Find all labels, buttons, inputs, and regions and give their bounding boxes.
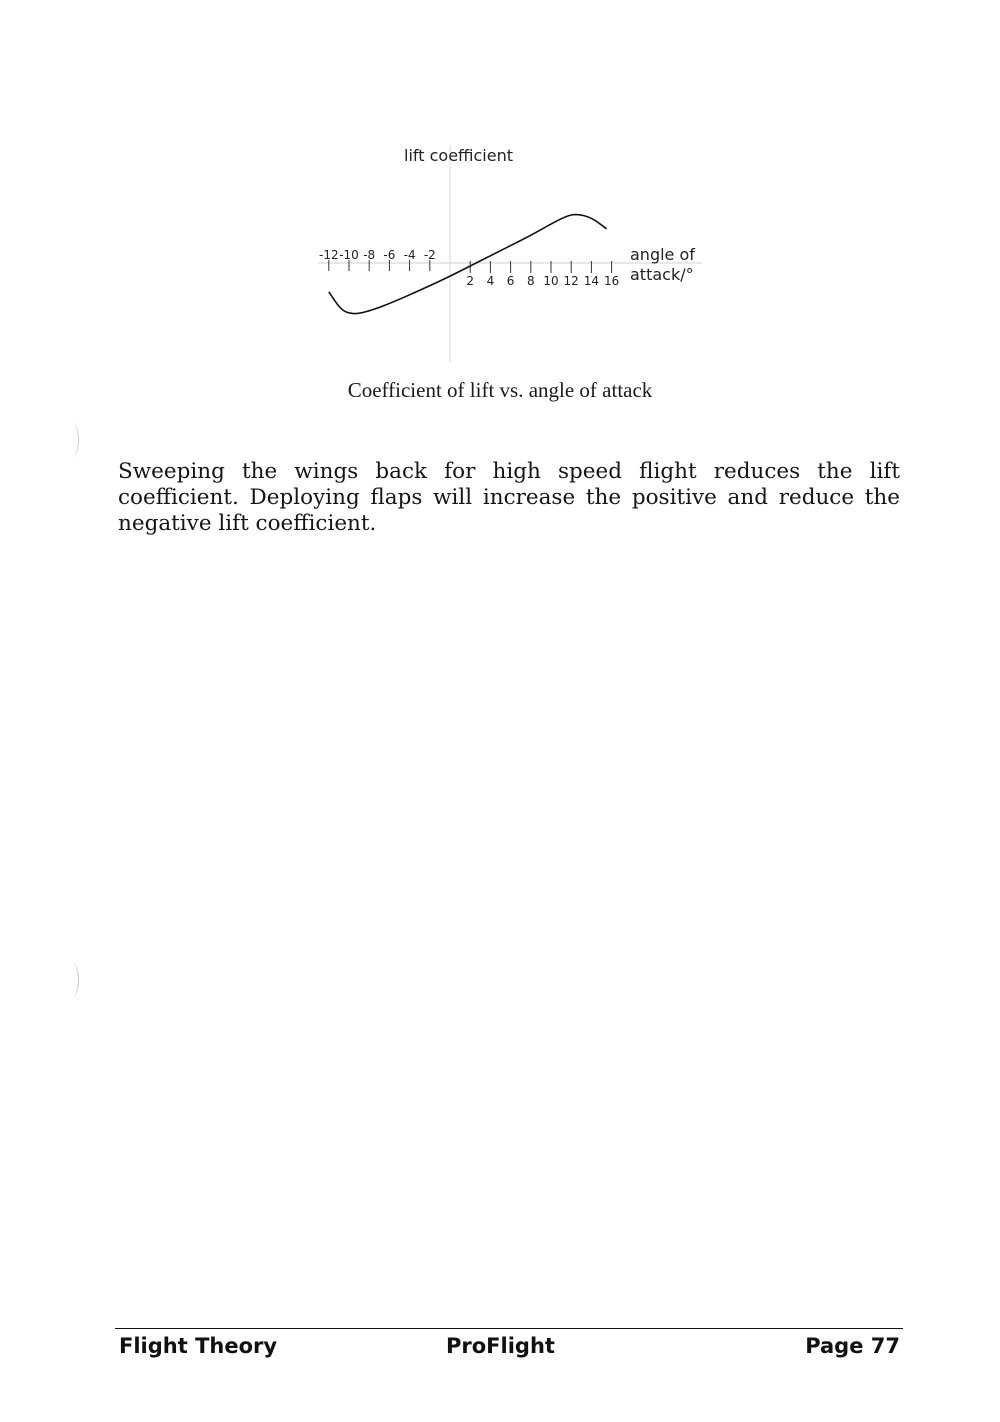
hole-punch-mark: [66, 423, 79, 457]
x-tick-label: -6: [383, 248, 396, 262]
y-axis-label: lift coefficient: [404, 146, 513, 165]
x-tick-label: 10: [543, 274, 559, 288]
body-paragraph: Sweeping the wings back for high speed flight reduces the lift coefficient. Deploying flaps will increase the positive and reduce the negative lift coefficient.: [118, 458, 900, 536]
x-tick-label: -2: [423, 248, 436, 262]
footer-publication: ProFlight: [446, 1334, 555, 1358]
lift-chart-svg: [310, 140, 710, 370]
hole-punch-mark: [66, 963, 79, 997]
x-tick-label: -10: [339, 248, 359, 262]
footer-page-number: Page 77: [805, 1334, 900, 1358]
lift-curve: [329, 215, 607, 314]
footer-rule: [115, 1328, 903, 1329]
x-tick-label: 12: [563, 274, 579, 288]
x-tick-label: 8: [526, 274, 535, 288]
figure-caption: Coefficient of lift vs. angle of attack: [347, 378, 653, 402]
x-tick-label: 6: [506, 274, 515, 288]
lift-chart: [310, 140, 710, 370]
x-tick-label: -8: [363, 248, 376, 262]
x-tick-label: -12: [318, 248, 339, 262]
x-tick-label: 4: [486, 274, 495, 288]
x-axis-label: attack/°: [630, 265, 694, 284]
x-tick-label: 2: [466, 274, 475, 288]
footer-section-title: Flight Theory: [119, 1334, 278, 1358]
x-tick-label: 16: [603, 274, 620, 288]
x-tick-label: 14: [583, 274, 600, 288]
x-axis-label: angle of: [630, 245, 695, 264]
x-tick-label: -4: [403, 248, 416, 262]
